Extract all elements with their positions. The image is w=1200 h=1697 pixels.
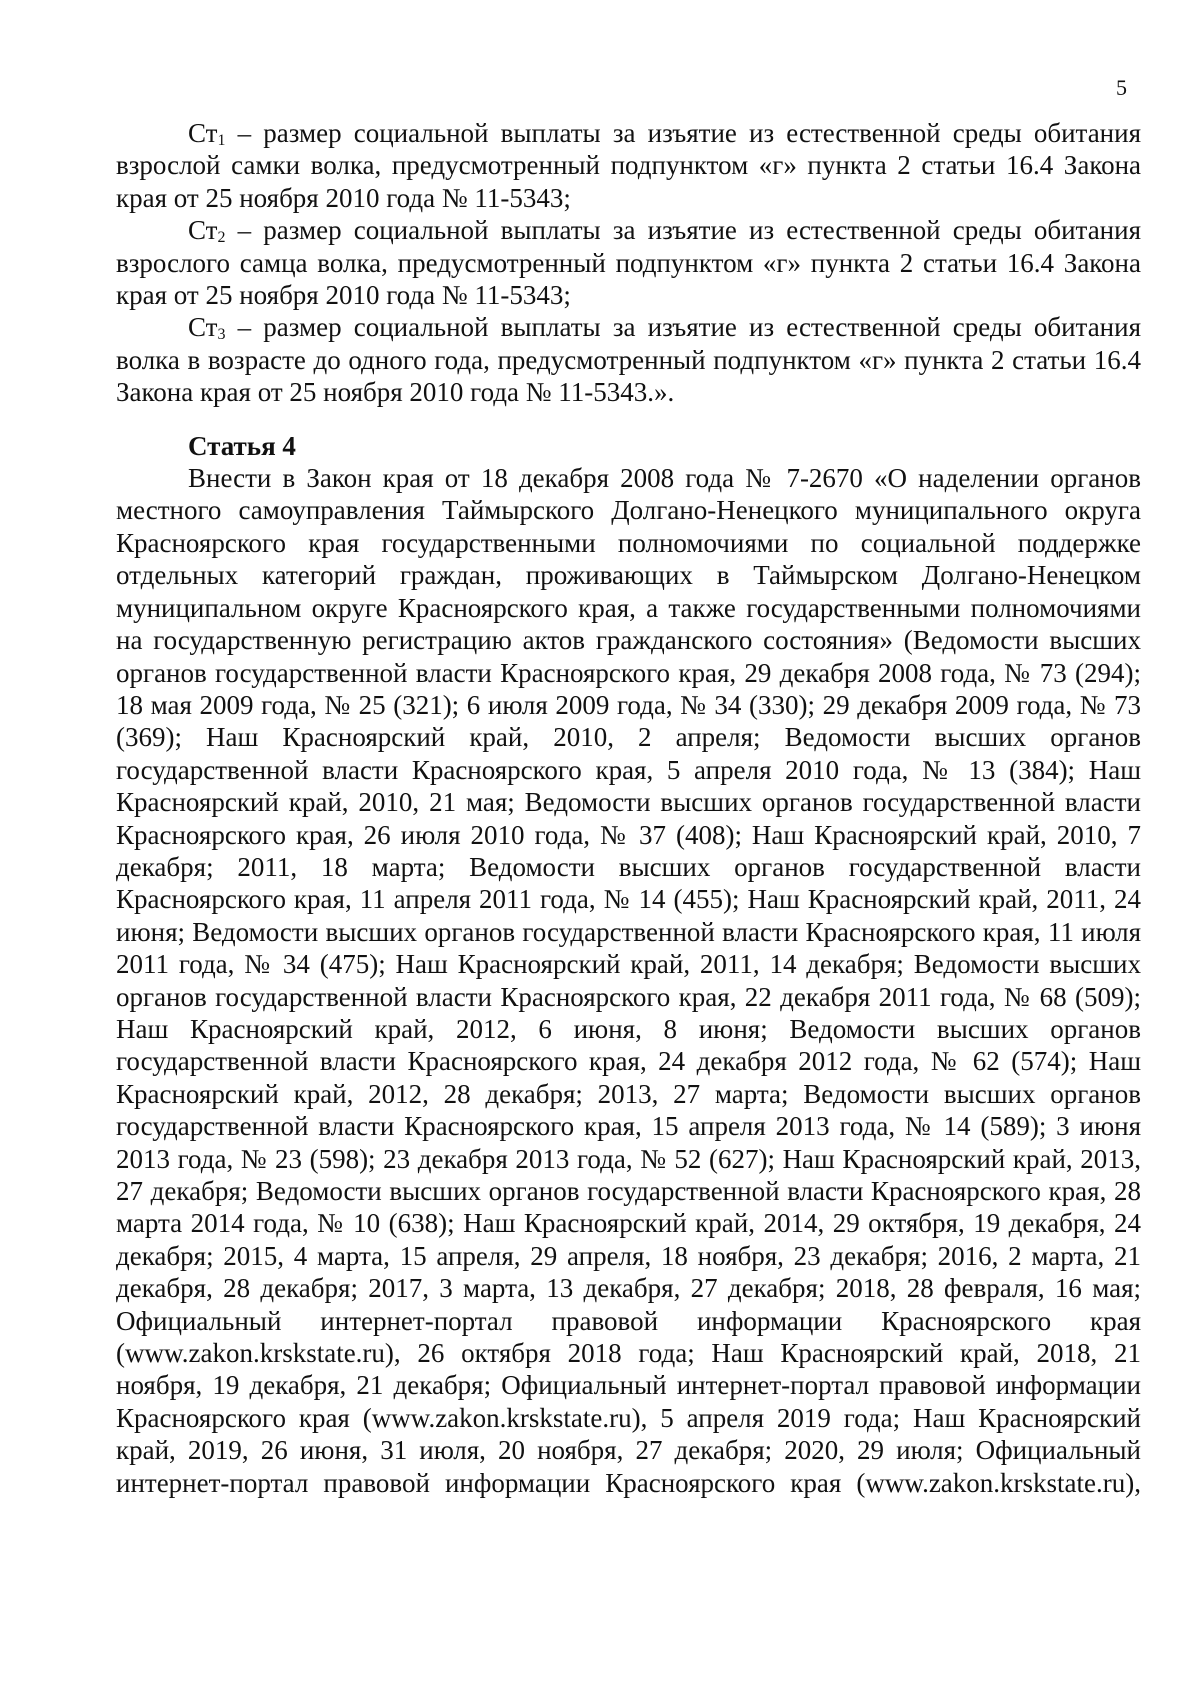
page-number: 5 [1116, 75, 1127, 100]
definition-index: 2 [217, 229, 226, 247]
definition-paragraph [116, 214, 1141, 311]
definition-symbol: Ст [188, 118, 218, 148]
article-heading: Статья 4 [188, 430, 296, 461]
definition-paragraph [116, 311, 1141, 408]
definition-paragraph [116, 117, 1141, 214]
definition-text: – размер социальной выплаты за изъятие из естественной среды обитания взрослого самца волка, предусмотренный подпунктом «г» пункта 2 статьи 16.4 Закона края от 25 ноября 2010 года № 11-5343; [116, 215, 1141, 311]
definition-index: 3 [217, 326, 226, 344]
definition-index: 1 [217, 132, 226, 149]
definition-symbol: Ст [188, 312, 218, 343]
definition-symbol: Ст [188, 215, 218, 246]
document-body [116, 117, 1141, 1499]
definition-text: – размер социальной выплаты за изъятие из естественной среды обитания взрослой самки волка, предусмотренный подпунктом «г» пункта 2 статьи 16.4 Закона края от 25 ноября 2010 года № 11-5343; [116, 118, 1141, 213]
article-paragraph: Внести в Закон края от 18 декабря 2008 года № 7-2670 «О наделении органов местного самоуправления Таймырского Долгано-Ненецкого муниципального округа Красноярского края государственными полномочиями по социальной поддержке отдельных категорий граждан, проживающих в Таймырском Долгано-Ненецком муниципальном округе Красноярского края, а также государственными полномочиями на государственную регистрацию актов гражданского состояния» (Ведомости высших органов государственной власти Красноярского края, 29 декабря 2008 года, № 73 (294); 18 мая 2009 года, № 25 (321); 6 июля 2009 года, № 34 (330); 29 декабря 2009 года, № 73 (369); Наш Красноярский край, 2010, 2 апреля; Ведомости высших органов государственной власти Красноярского края, 5 апреля 2010 года, № 13 (384); Наш Красноярский край, 2010, 21 мая; Ведомости высших органов государственной власти Красноярского края, 26 июля 2010 года, № 37 (408); Наш Красноярский край, 2010, 7 декабря; 2011, 18 марта; Ведомости высших органов государственной власти Красноярского края, 11 апреля 2011 года, № 14 (455); Наш Красноярский край, 2011, 24 июня; Ведомости высших органов государственной власти Красноярского края, 11 июля 2011 года, № 34 (475); Наш Красноярский край, 2011, 14 декабря; Ведомости высших органов государственной власти Красноярского края, 22 декабря 2011 года, № 68 (509); Наш Красноярский край, 2012, 6 июня, 8 июня; Ведомости высших органов государственной власти Красноярского края, 24 декабря 2012 года, № 62 (574); Наш Красноярский край, 2012, 28 декабря; 2013, 27 марта; Ведомости высших органов государственной власти Красноярского края, 15 апреля 2013 года, № 14 (589); 3 июня 2013 года, № 23 (598); 23 декабря 2013 года, № 52 (627); Наш Красноярский край, 2013, 27 декабря; Ведомости высших органов государственной власти Красноярского края, 28 марта 2014 года, № 10 (638); Наш Красноярский край, 2014, 29 октября, 19 декабря, 24 декабря; 2015, 4 марта, 15 апреля, 29 апреля, 18 ноября, 23 декабря; 2016, 2 марта, 21 декабря, 28 декабря; 2017, 3 марта, 13 декабря, 27 декабря; 2018, 28 февраля, 16 мая; Официальный интернет-портал правовой информации Красноярского края (www.zakon.krskstate.ru), 26 октября 2018 года; Наш Красноярский край, 2018, 21 ноября, 19 декабря, 21 декабря; Официальный интернет-портал правовой информации Красноярского края (www.zakon.krskstate.ru), 5 апреля 2019 года; Наш Красноярский край, 2019, 26 июня, 31 июля, 20 ноября, 27 декабря; 2020, 29 июля; Официальный интернет-портал правовой информации Красноярского края (www.zakon.krskstate.ru), [116, 463, 1141, 1498]
definition-text: – размер социальной выплаты за изъятие из естественной среды обитания волка в возрасте до одного года, предусмотренный подпунктом «г» пункта 2 статьи 16.4 Закона края от 25 ноября 2010 года № 11-5343.». [116, 312, 1141, 408]
